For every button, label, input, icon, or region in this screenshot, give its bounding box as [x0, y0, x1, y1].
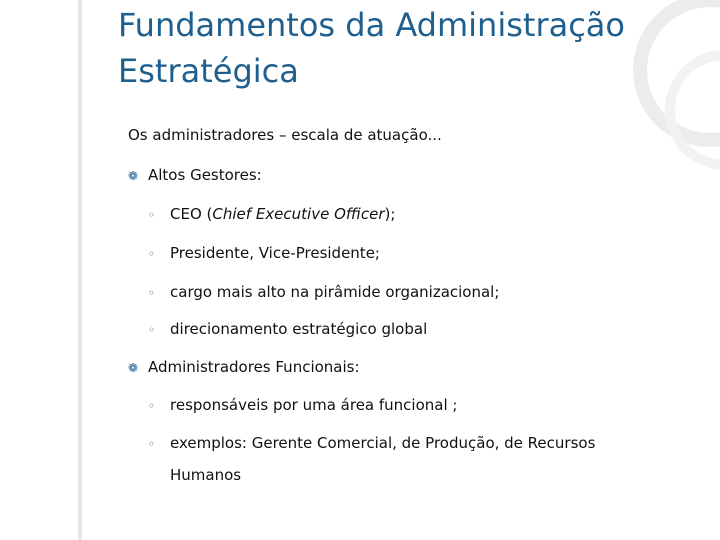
sub-bullet-text: direcionamento estratégico global	[170, 320, 428, 338]
intro-text: Os administradores – escala de atuação...	[128, 126, 442, 144]
bullet-administradores-funcionais	[128, 358, 360, 376]
sub-bullet-exemplos	[148, 434, 595, 452]
slide-title: Fundamentos da Administração Estratégica	[118, 6, 625, 90]
sub-bullet-responsaveis	[148, 396, 457, 414]
ring-bullet-icon: ◦	[148, 437, 156, 451]
left-divider-line	[78, 0, 82, 540]
ceo-italic: Chief Executive Officer	[212, 205, 385, 223]
ring-bullet-icon: ◦	[148, 208, 156, 222]
sub-bullet-presidente	[148, 244, 380, 262]
bullet-label: Altos Gestores:	[148, 166, 262, 184]
ring-bullet-icon: ◦	[148, 247, 156, 261]
flower-bullet-icon: ❁	[128, 361, 139, 375]
sub-bullet-continuation: Humanos	[170, 466, 242, 484]
sub-bullet-text: responsáveis por uma área funcional ;	[170, 396, 458, 414]
sub-bullet-ceo	[148, 205, 395, 223]
bullet-altos-gestores	[128, 166, 262, 184]
ceo-prefix: CEO (	[170, 205, 213, 223]
ring-bullet-icon: ◦	[148, 399, 156, 413]
sub-bullet-cargo	[148, 283, 499, 301]
ceo-suffix: );	[384, 205, 396, 223]
sub-bullet-text: Presidente, Vice-Presidente;	[170, 244, 380, 262]
ring-bullet-icon: ◦	[148, 286, 156, 300]
flower-bullet-icon: ❁	[128, 169, 139, 183]
sub-bullet-text: cargo mais alto na pirâmide organizacional;	[170, 283, 500, 301]
bullet-label: Administradores Funcionais:	[148, 358, 360, 376]
ring-bullet-icon: ◦	[148, 323, 156, 337]
sub-bullet-text: exemplos: Gerente Comercial, de Produção, de Recursos	[170, 434, 596, 452]
sub-bullet-direcionamento	[148, 320, 427, 338]
